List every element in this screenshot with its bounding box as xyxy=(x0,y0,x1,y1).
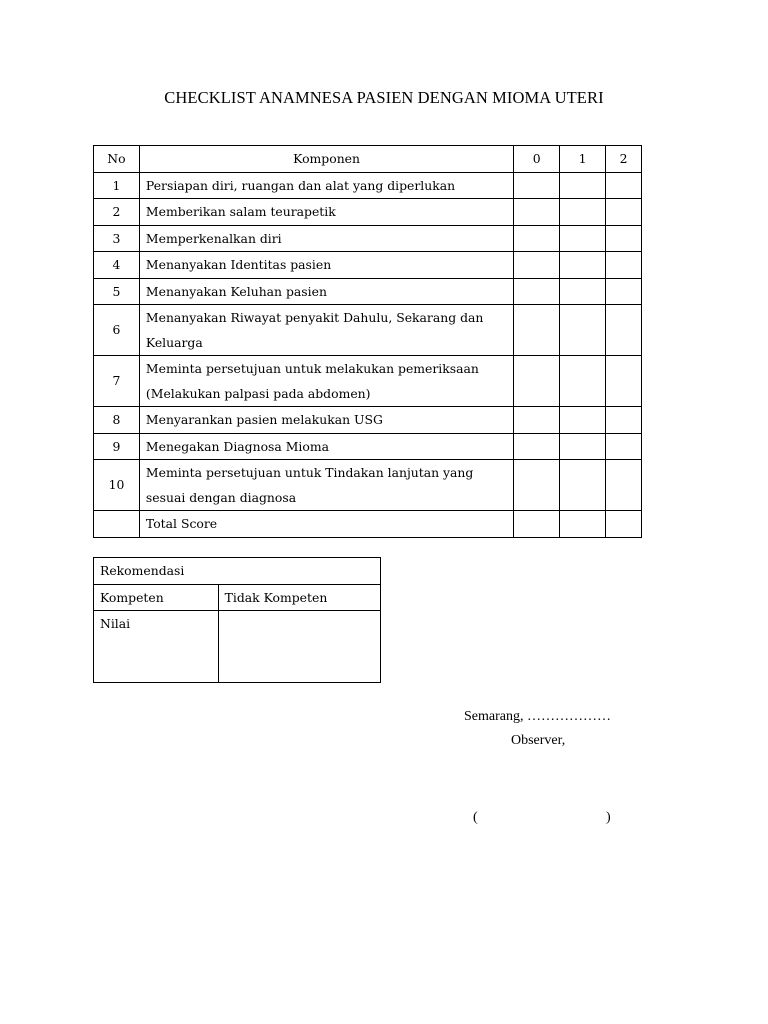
score-cell-2[interactable] xyxy=(606,305,642,356)
signature-open-paren: ( xyxy=(473,810,478,825)
observer-label: Observer, xyxy=(511,733,566,748)
table-row xyxy=(94,199,642,226)
table-row xyxy=(94,278,642,305)
total-number-cell xyxy=(94,511,140,538)
row-komponen: Memberikan salam teurapetik xyxy=(139,199,513,226)
row-number: 10 xyxy=(94,460,140,511)
place-date-line: Semarang, ……………… xyxy=(464,709,611,724)
score-cell-1[interactable] xyxy=(560,305,606,356)
score-cell-0[interactable] xyxy=(514,199,560,226)
score-cell-2[interactable] xyxy=(606,278,642,305)
score-cell-2[interactable] xyxy=(606,172,642,199)
score-cell-1[interactable] xyxy=(560,172,606,199)
table-row xyxy=(94,252,642,279)
score-cell-2[interactable] xyxy=(606,460,642,511)
rekomendasi-title-row xyxy=(94,558,381,585)
row-komponen: Persiapan diri, ruangan dan alat yang diperlukan xyxy=(139,172,513,199)
score-cell-1[interactable] xyxy=(560,460,606,511)
score-cell-1[interactable] xyxy=(560,407,606,434)
table-row xyxy=(94,460,642,511)
table-row xyxy=(94,407,642,434)
score-cell-0[interactable] xyxy=(514,225,560,252)
score-cell-0[interactable] xyxy=(514,460,560,511)
rekomendasi-title: Rekomendasi xyxy=(94,558,381,585)
score-cell-2[interactable] xyxy=(606,407,642,434)
score-cell-1[interactable] xyxy=(560,199,606,226)
row-komponen: Menanyakan Riwayat penyakit Dahulu, Sekarang dan Keluarga xyxy=(139,305,513,356)
row-number: 8 xyxy=(94,407,140,434)
row-komponen: Menegakan Diagnosa Mioma xyxy=(139,433,513,460)
row-komponen: Memperkenalkan diri xyxy=(139,225,513,252)
table-row xyxy=(94,433,642,460)
table-row xyxy=(94,172,642,199)
rekomendasi-options-row xyxy=(94,584,381,611)
table-row xyxy=(94,356,642,407)
score-cell-1[interactable] xyxy=(560,433,606,460)
total-score-label: Total Score xyxy=(139,511,513,538)
row-komponen: Menanyakan Identitas pasien xyxy=(139,252,513,279)
rekomendasi-table xyxy=(93,557,381,683)
row-number: 1 xyxy=(94,172,140,199)
row-number: 3 xyxy=(94,225,140,252)
row-number: 5 xyxy=(94,278,140,305)
table-row xyxy=(94,225,642,252)
score-cell-1[interactable] xyxy=(560,252,606,279)
row-komponen: Menyarankan pasien melakukan USG xyxy=(139,407,513,434)
signature-close-paren: ) xyxy=(606,810,611,825)
row-number: 9 xyxy=(94,433,140,460)
header-score-0: 0 xyxy=(514,146,560,173)
row-number: 6 xyxy=(94,305,140,356)
header-komponen: Komponen xyxy=(139,146,513,173)
score-cell-0[interactable] xyxy=(514,252,560,279)
header-score-2: 2 xyxy=(606,146,642,173)
score-cell-2[interactable] xyxy=(606,225,642,252)
score-cell-0[interactable] xyxy=(514,172,560,199)
score-cell-2[interactable] xyxy=(606,252,642,279)
page-title: CHECKLIST ANAMNESA PASIEN DENGAN MIOMA UTERI xyxy=(164,88,604,107)
score-cell-0[interactable] xyxy=(514,278,560,305)
row-number: 7 xyxy=(94,356,140,407)
header-no: No xyxy=(94,146,140,173)
total-score-row xyxy=(94,511,642,538)
row-komponen: Menanyakan Keluhan pasien xyxy=(139,278,513,305)
nilai-row xyxy=(94,611,381,683)
score-cell-0[interactable] xyxy=(514,433,560,460)
score-cell-0[interactable] xyxy=(514,305,560,356)
score-cell-0[interactable] xyxy=(514,356,560,407)
row-number: 4 xyxy=(94,252,140,279)
score-cell-2[interactable] xyxy=(606,433,642,460)
score-cell-0[interactable] xyxy=(514,407,560,434)
table-header-row xyxy=(94,146,642,173)
header-score-1: 1 xyxy=(560,146,606,173)
row-komponen: Meminta persetujuan untuk Tindakan lanjutan yang sesuai dengan diagnosa xyxy=(139,460,513,511)
table-row xyxy=(94,305,642,356)
score-cell-2[interactable] xyxy=(606,356,642,407)
score-cell-1[interactable] xyxy=(560,278,606,305)
total-cell-0[interactable] xyxy=(514,511,560,538)
nilai-value-cell[interactable] xyxy=(218,611,380,683)
kompeten-cell[interactable]: Kompeten xyxy=(94,584,219,611)
row-komponen: Meminta persetujuan untuk melakukan pemeriksaan (Melakukan palpasi pada abdomen) xyxy=(139,356,513,407)
nilai-label: Nilai xyxy=(94,611,219,683)
total-cell-2[interactable] xyxy=(606,511,642,538)
checklist-table xyxy=(93,145,642,538)
score-cell-2[interactable] xyxy=(606,199,642,226)
row-number: 2 xyxy=(94,199,140,226)
score-cell-1[interactable] xyxy=(560,356,606,407)
total-cell-1[interactable] xyxy=(560,511,606,538)
score-cell-1[interactable] xyxy=(560,225,606,252)
tidak-kompeten-cell[interactable]: Tidak Kompeten xyxy=(218,584,380,611)
